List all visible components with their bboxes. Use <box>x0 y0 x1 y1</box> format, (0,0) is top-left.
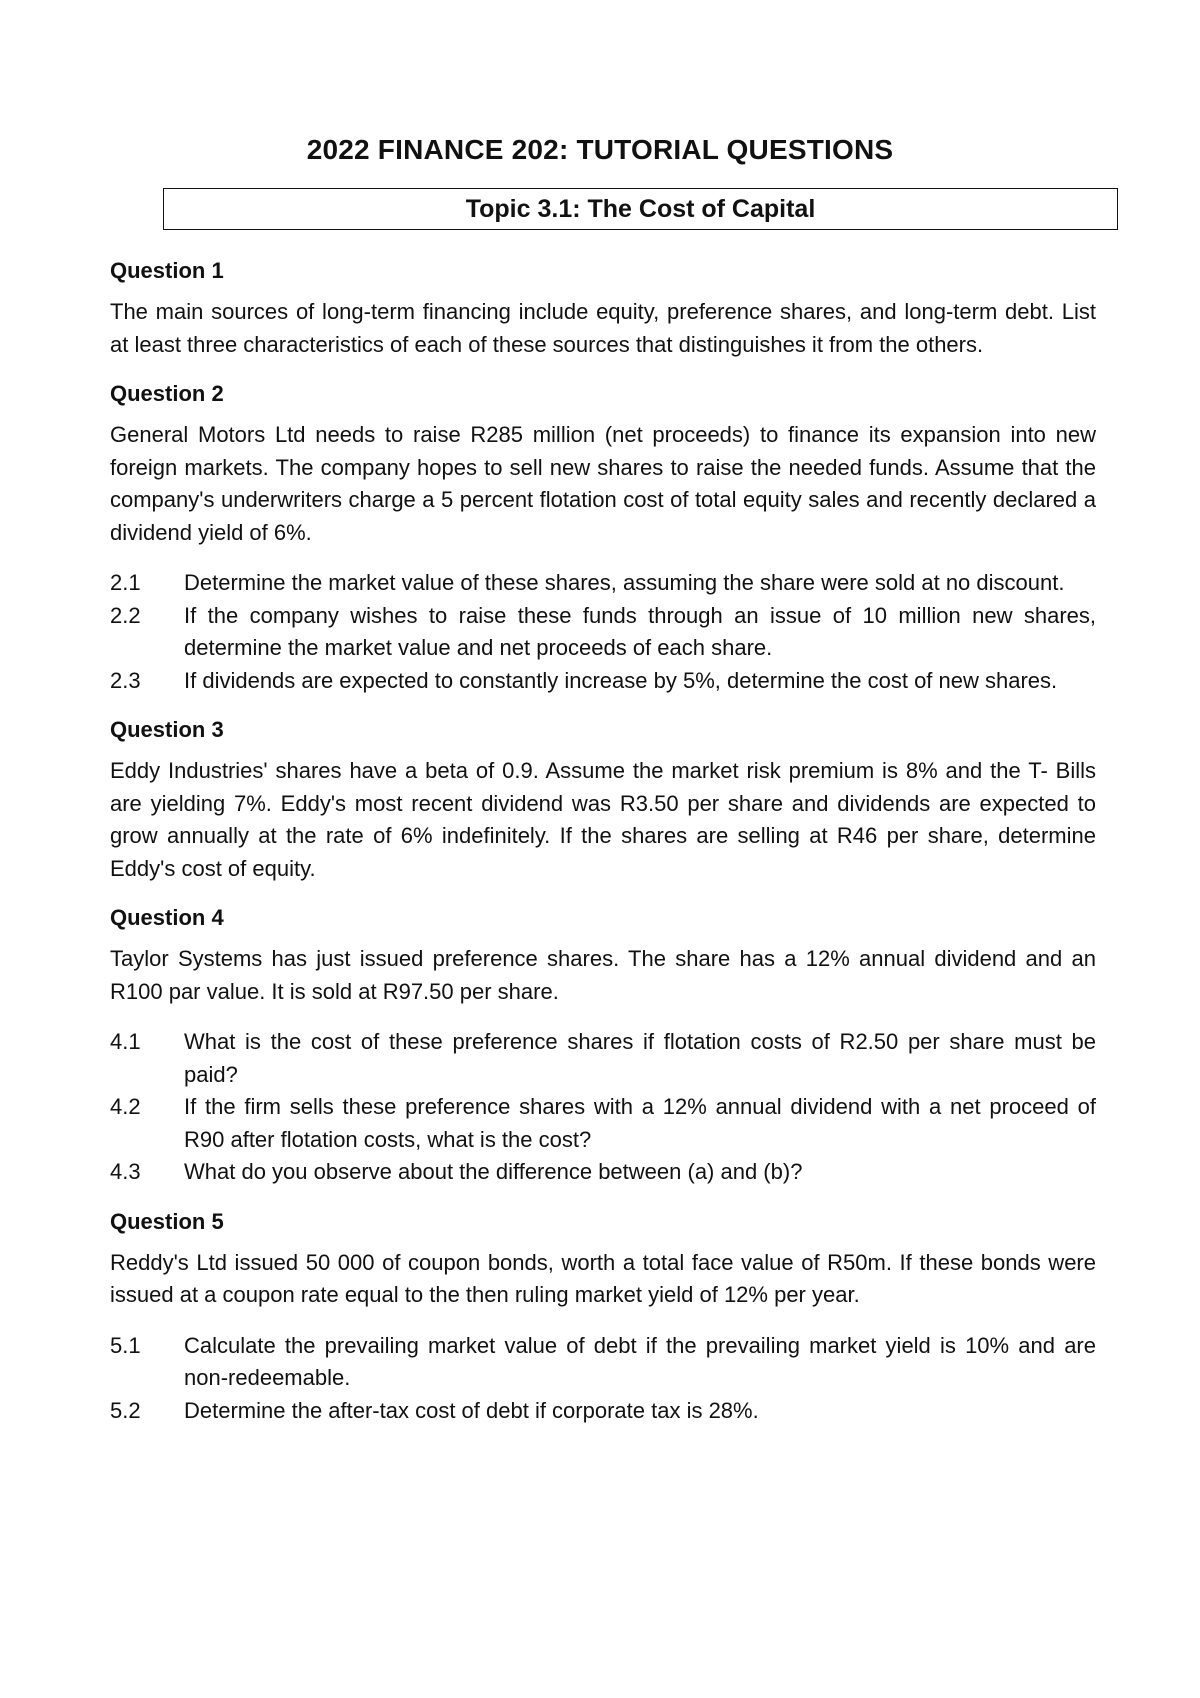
question-1-text: The main sources of long-term financing include equity, preference shares, and long-term debt. List at least three characteristics of each of these sources that distinguishes it from the others. <box>110 299 1096 357</box>
question-2-heading: Question 2 <box>110 381 224 406</box>
subquestion-number: 4.1 <box>110 1029 141 1054</box>
question-5-subitems <box>110 1330 1096 1428</box>
question-5-section <box>110 1207 1096 1428</box>
subquestion-text: If the company wishes to raise these funds through an issue of 10 million new shares, determine the market value and net proceeds of each share. <box>184 602 1096 660</box>
subquestion-text: What do you observe about the difference between (a) and (b)? <box>184 1159 803 1184</box>
subquestion-text: If dividends are expected to constantly increase by 5%, determine the cost of new shares. <box>184 667 1058 693</box>
subquestion-text: Determine the market value of these shares, assuming the share were sold at no discount. <box>184 570 1065 595</box>
question-2-section <box>110 379 1096 697</box>
question-5-text: Reddy's Ltd issued 50 000 of coupon bonds, worth a total face value of R50m. If these bonds were issued at a coupon rate equal to the then ruling market yield of 12% per year. <box>110 1249 1096 1307</box>
subquestion-number: 2.3 <box>110 667 141 693</box>
question-2-text: General Motors Ltd needs to raise R285 million (net proceeds) to finance its expansion into new foreign markets. The company hopes to sell new shares to raise the needed funds. Assume that the company's underwriters charge a 5 percent flotation cost of total equity sales and recently declared a dividend yield of 6%. <box>110 422 1096 545</box>
subquestion-text: If the firm sells these preference shares with a 12% annual dividend with a net proceed of R90 after flotation costs, what is the cost? <box>184 1094 1096 1152</box>
question-4-text: Taylor Systems has just issued preference shares. The share has a 12% annual dividend and an R100 par value. It is sold at R97.50 per share. <box>110 946 1096 1004</box>
subquestion-2-2 <box>110 600 1096 665</box>
subquestion-number: 4.3 <box>110 1159 141 1184</box>
question-4-subitems <box>110 1026 1096 1189</box>
subquestion-2-1 <box>110 567 1096 600</box>
subquestion-5-2 <box>110 1395 1096 1428</box>
questions-content <box>110 256 1096 1445</box>
subquestion-text: What is the cost of these preference shares if flotation costs of R2.50 per share must be paid? <box>184 1029 1096 1087</box>
subquestion-2-3 <box>110 665 1096 698</box>
question-5-heading: Question 5 <box>110 1208 224 1234</box>
question-3-heading: Question 3 <box>110 717 224 742</box>
question-3-section <box>110 715 1096 885</box>
subquestion-4-2 <box>110 1091 1096 1156</box>
document-title: 2022 FINANCE 202: TUTORIAL QUESTIONS <box>306 134 894 165</box>
subquestion-4-1 <box>110 1026 1096 1091</box>
question-4-heading: Question 4 <box>110 905 224 930</box>
question-2-subitems <box>110 567 1096 697</box>
subquestion-number: 2.2 <box>110 602 141 628</box>
topic-heading-box: Topic 3.1: The Cost of Capital <box>163 188 1118 230</box>
subquestion-number: 2.1 <box>110 570 141 595</box>
subquestion-number: 4.2 <box>110 1094 141 1119</box>
subquestion-text: Determine the after-tax cost of debt if corporate tax is 28%. <box>184 1397 759 1423</box>
subquestion-4-3 <box>110 1156 1096 1189</box>
subquestion-number: 5.2 <box>110 1397 141 1423</box>
subquestion-text: Calculate the prevailing market value of debt if the prevailing market yield is 10% and are non-redeemable. <box>184 1332 1096 1390</box>
question-1-heading: Question 1 <box>110 258 224 283</box>
subquestion-5-1 <box>110 1330 1096 1395</box>
question-3-text: Eddy Industries' shares have a beta of 0.9. Assume the market risk premium is 8% and the T- Bills are yielding 7%. Eddy's most recent dividend was R3.50 per share and dividends are expected to grow annually at the rate of 6% indefinitely. If the shares are selling at R46 per share, determine Eddy's cost of equity. <box>110 758 1096 881</box>
subquestion-number: 5.1 <box>110 1332 141 1358</box>
question-4-section <box>110 903 1096 1189</box>
question-1-section <box>110 256 1096 361</box>
